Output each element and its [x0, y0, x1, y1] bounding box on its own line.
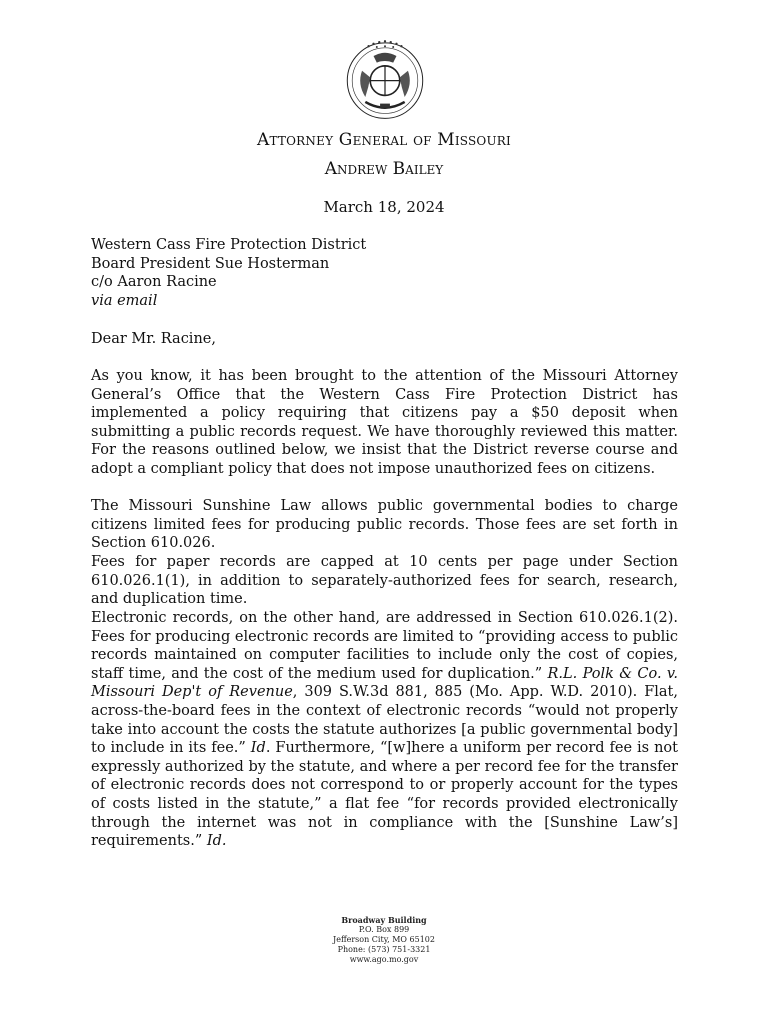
delivery-method: via email	[91, 292, 158, 309]
letter-footer	[0, 915, 768, 965]
id-citation-2: Id.	[206, 833, 227, 850]
recipient-line-3: c/o Aaron Racine	[91, 274, 217, 291]
footer-building: Broadway Building	[341, 915, 427, 925]
letter-date: March 18, 2024	[323, 198, 445, 216]
letterhead-name: Andrew Bailey	[324, 159, 444, 179]
missouri-state-seal-icon	[344, 38, 426, 120]
id-citation-1: Id	[250, 740, 266, 757]
paragraph-4-text-1: Electronic records, on the other hand, are addressed in Section 610.026.1(2). Fees for producing electronic records are limited to “providing access to public records maintained on computer facilities to include only the cost of copies, staff time, and the cost of the medium used for duplication.”	[91, 610, 678, 682]
footer-city: Jefferson City, MO 65102	[333, 935, 435, 944]
footer-website: www.ago.mo.gov	[349, 955, 419, 964]
case-citation: R.L. Polk & Co. v. Missouri Dep't of Revenue	[91, 665, 678, 701]
paragraph-3: Fees for paper records are capped at 10 cents per page under Section 610.026.1(1), in addition to separately-authorized fees for search, research, and duplication time.	[91, 554, 678, 608]
letterhead-office: Attorney General of Missouri	[257, 130, 511, 150]
salutation: Dear Mr. Racine,	[91, 331, 216, 347]
paragraph-2: The Missouri Sunshine Law allows public governmental bodies to charge citizens limited fees for producing public records. Those fees are set forth in Section 610.026.	[91, 498, 678, 552]
recipient-address	[91, 236, 678, 310]
recipient-line-2: Board President Sue Hosterman	[91, 255, 330, 272]
paragraph-4-text-2: , 309 S.W.3d 881, 885 (Mo. App. W.D. 2010). Flat, across-the-board fees in the context of electronic records “would not properly take into account the costs the statute authorizes [a public governmental body] to include in its fee.”	[91, 684, 678, 757]
footer-phone: Phone: (573) 751-3321	[337, 945, 431, 954]
footer-po-box: P.O. Box 899	[358, 925, 410, 934]
recipient-line-4	[91, 292, 678, 311]
paragraph-4	[91, 609, 678, 851]
recipient-line-1: Western Cass Fire Protection District	[91, 237, 367, 253]
paragraph-1: As you know, it has been brought to the attention of the Missouri Attorney General’s Office that the Western Cass Fire Protection District has implemented a policy requiring that citizens pay a $50 deposit when submitting a public records request. We have thoroughly reviewed this matter. For the reasons outlined below, we insist that the District reverse course and adopt a compliant policy that does not impose unauthorized fees on citizens.	[91, 368, 678, 477]
paragraph-4-text-3: . Furthermore, “[w]here a uniform per record fee is not expressly authorized by the statute, and where a per record fee for the transfer of electronic records does not correspond to or properly account for the types of costs listed in the statute,” a flat fee “for records provided electronically through the internet was not in compliance with the [Sunshine Law’s] requirements.”	[91, 740, 678, 850]
